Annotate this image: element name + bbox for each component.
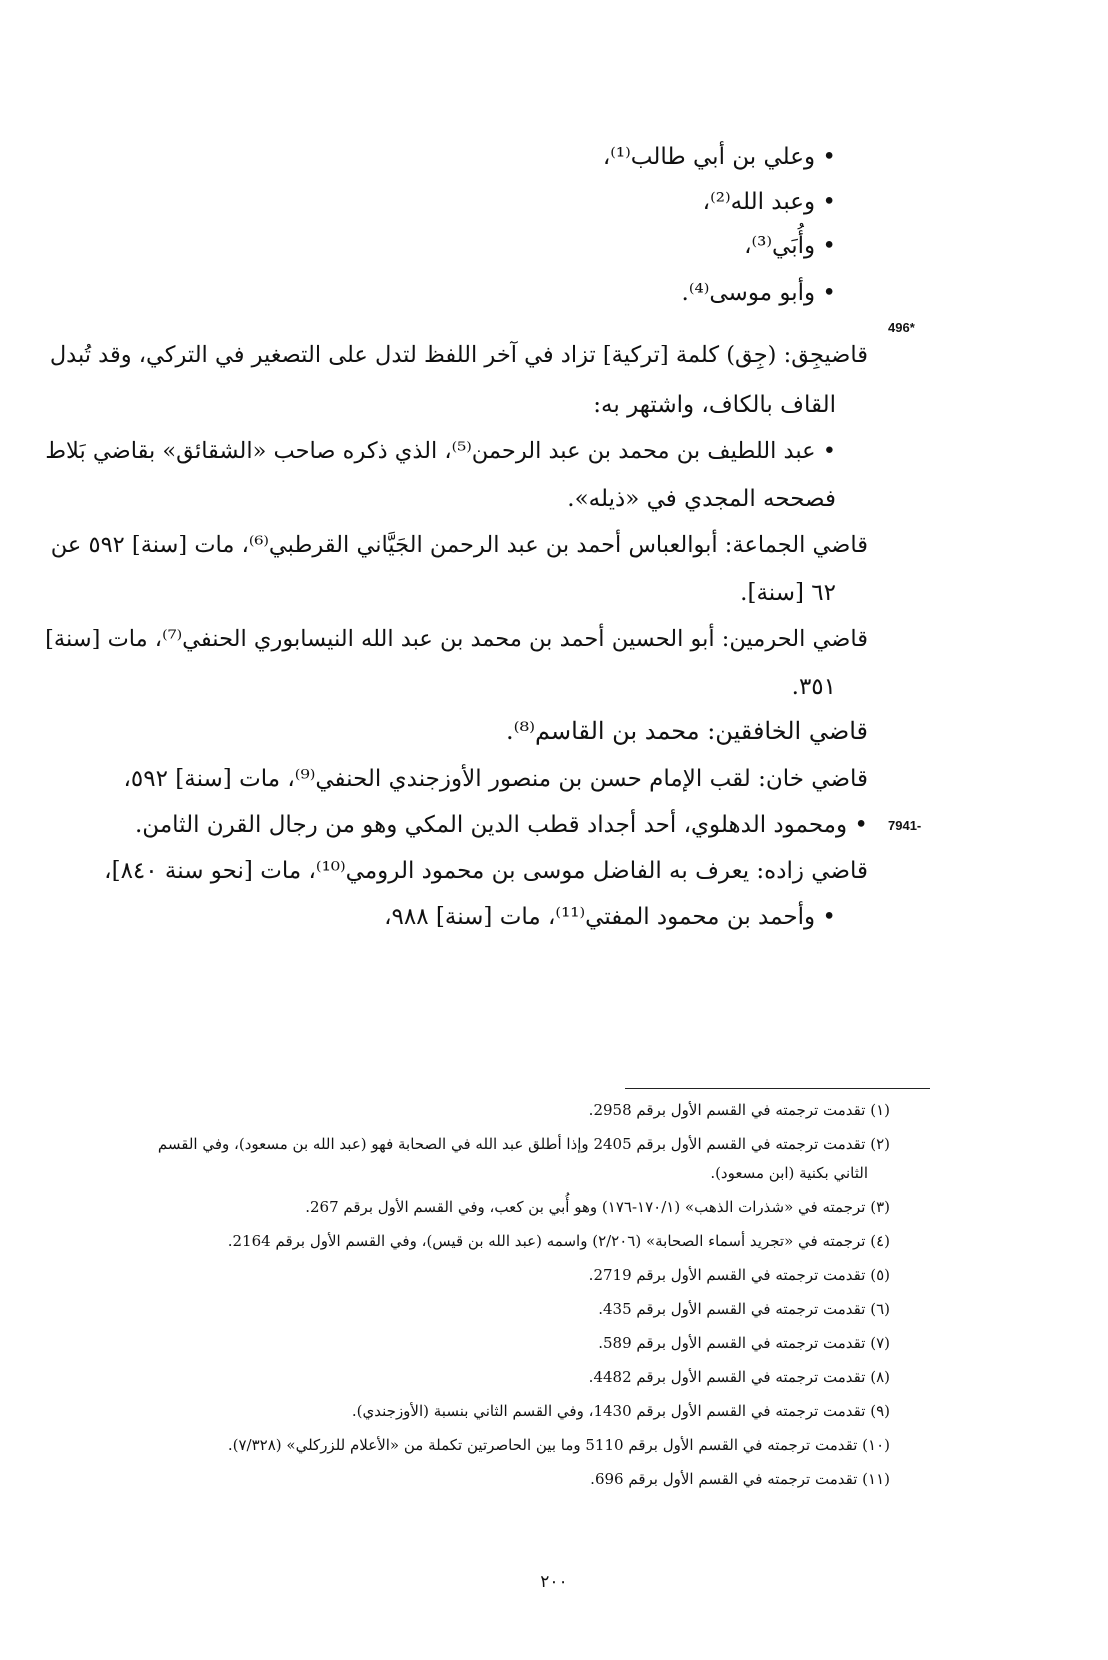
- entry-qadijiq: قاضيجِق: (جِق) كلمة [تركية] تزاد في آخر اللفظ لتدل على التصغير في التركي، وقد تُبدل: [49, 342, 868, 368]
- footnote-11: (١١) تقدمت ترجمته في القسم الأول برقم 696.: [590, 1470, 890, 1488]
- footnote-7: (٧) تقدمت ترجمته في القسم الأول برقم 589.: [598, 1334, 890, 1352]
- page-number: ٢٠٠: [540, 1572, 568, 1592]
- footnote-6: (٦) تقدمت ترجمته في القسم الأول برقم 435.: [598, 1300, 890, 1318]
- margin-page-reference: 496*: [888, 320, 915, 335]
- bullet-abu-musa: • وأبو موسى⁽⁴⁾.: [681, 280, 836, 306]
- bullet-abdullah: • وعبد الله⁽²⁾،: [702, 189, 836, 215]
- entry-qadi-haramayn-cont: ٣٥١.: [791, 674, 836, 700]
- footnote-2-cont: الثاني بكنية (ابن مسعود).: [710, 1164, 868, 1182]
- footnote-2: (٢) تقدمت ترجمته في القسم الأول برقم 2405 وإذا أطلق عبد الله في الصحابة فهو (عبد الله بن مسعود)، وفي القسم: [157, 1135, 890, 1153]
- footnote-4: (٤) ترجمته في «تجريد أسماء الصحابة» (٢/٢٠٦) واسمه (عبد الله بن قيس)، وفي القسم الأول برقم 2164.: [227, 1232, 890, 1250]
- bullet-ubay: • وأُبَي⁽³⁾،: [744, 233, 836, 259]
- bullet-ali: • وعلي بن أبي طالب⁽¹⁾،: [602, 144, 836, 170]
- entry-qadi-jamaa: قاضي الجماعة: أبوالعباس أحمد بن عبد الرحمن الجَيَّاني القرطبي⁽⁶⁾، مات [سنة] ٥٩٢ عن: [50, 532, 868, 558]
- footnote-10: (١٠) تقدمت ترجمته في القسم الأول برقم 5110 وما بين الحاصرتين تكملة من «الأعلام للزركلي» (٧/٣٢٨).: [227, 1436, 890, 1454]
- entry-qadijiq-cont: القاف بالكاف، واشتهر به:: [593, 392, 836, 418]
- bullet-abdullatif: • عبد اللطيف بن محمد بن عبد الرحمن⁽⁵⁾، الذي ذكره صاحب «الشقائق» بقاضي بَلاط: [45, 438, 836, 464]
- bullet-ahmad-mufti: • وأحمد بن محمود المفتي⁽¹¹⁾، مات [سنة] ٩٨٨،: [384, 904, 836, 930]
- bullet-mahmud-dahlawi: • ومحمود الدهلوي، أحد أجداد قطب الدين المكي وهو من رجال القرن الثامن.: [135, 812, 868, 838]
- footnote-1: (١) تقدمت ترجمته في القسم الأول برقم 2958.: [588, 1101, 890, 1119]
- entry-qadi-haramayn: قاضي الحرمين: أبو الحسين أحمد بن محمد بن عبد الله النيسابوري الحنفي⁽⁷⁾، مات [سنة]: [45, 626, 868, 652]
- footnote-5: (٥) تقدمت ترجمته في القسم الأول برقم 2719.: [588, 1266, 890, 1284]
- footnote-3: (٣) ترجمته في «شذرات الذهب» (١٧٠/١-١٧٦) وهو أُبي بن كعب، وفي القسم الأول برقم 267.: [305, 1198, 890, 1216]
- footnote-9: (٩) تقدمت ترجمته في القسم الأول برقم 1430، وفي القسم الثاني بنسبة (الأوزجندي).: [351, 1402, 890, 1420]
- entry-qadi-jamaa-cont: ٦٢ [سنة].: [740, 580, 836, 606]
- entry-qadi-khan: قاضي خان: لقب الإمام حسن بن منصور الأوزجندي الحنفي⁽⁹⁾، مات [سنة] ٥٩٢،: [123, 766, 868, 792]
- margin-entry-number: 7941-: [888, 818, 922, 833]
- bullet-abdullatif-cont: فصححه المجدي في «ذيله».: [567, 486, 836, 512]
- entry-qadi-zadeh: قاضي زاده: يعرف به الفاضل موسى بن محمود الرومي⁽¹⁰⁾، مات [نحو سنة ٨٤٠]،: [104, 858, 868, 884]
- footnote-separator: [625, 1088, 930, 1089]
- footnote-8: (٨) تقدمت ترجمته في القسم الأول برقم 4482.: [588, 1368, 890, 1386]
- entry-qadi-khafiqayn: قاضي الخافقين: محمد بن القاسم⁽⁸⁾.: [505, 717, 868, 745]
